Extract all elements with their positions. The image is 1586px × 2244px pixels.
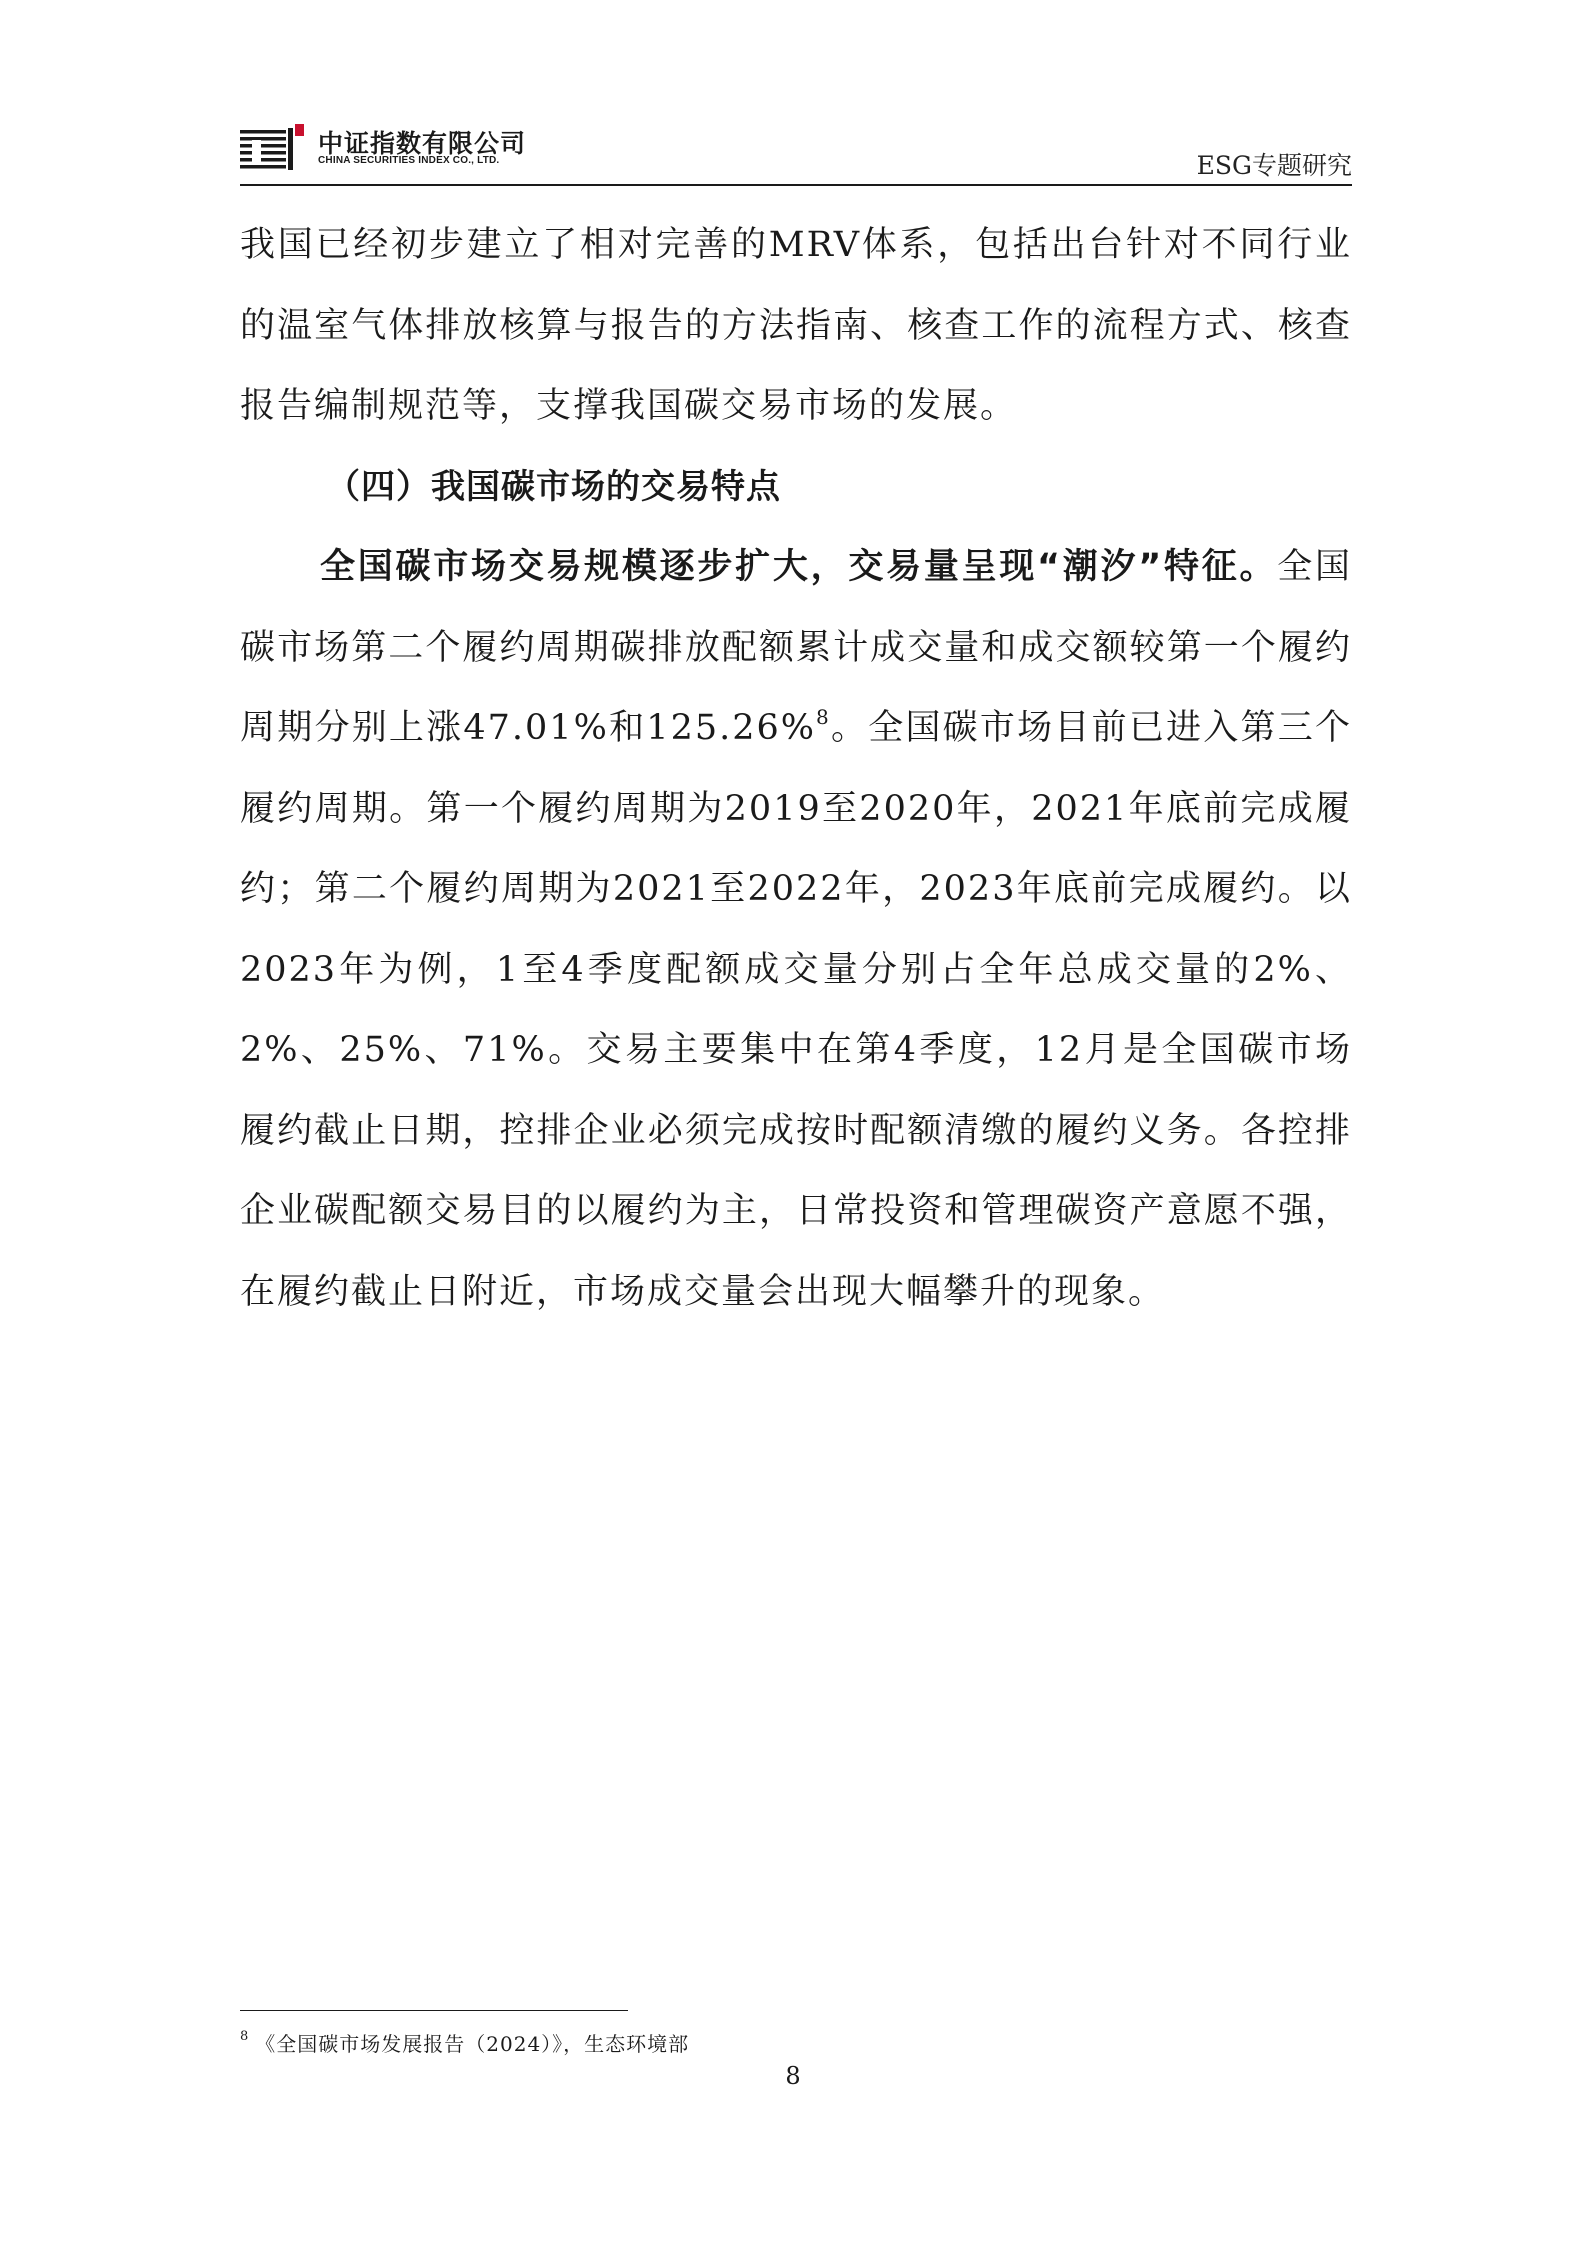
footnote-text: 《全国碳市场发展报告（2024）》，生态环境部 (255, 2032, 690, 2056)
main-content (240, 205, 1352, 1332)
company-name-en: CHINA SECURITIES INDEX CO., LTD. (318, 155, 500, 166)
body-paragraph-trading (240, 527, 1352, 1332)
footnote-number: 8 (240, 2029, 250, 2045)
document-title: ESG专题研究 (1196, 151, 1352, 180)
paragraph-text-part-a: 全国碳市场第二个履约周期碳排放配额累计成交量和成交额较第一个履约周期分别上涨47.01%和125.26% (240, 547, 1352, 748)
header-divider (240, 184, 1352, 186)
section-heading: （四）我国碳市场的交易特点 (326, 466, 781, 507)
page-header (240, 110, 1352, 186)
paragraph-lead-sentence: 全国碳市场交易规模逐步扩大，交易量呈现“潮汐”特征。 (320, 547, 1278, 587)
page-number: 8 (785, 2062, 801, 2090)
csi-logo-icon (240, 124, 304, 172)
company-logo (240, 124, 680, 172)
paragraph-text-part-b: 。全国碳市场目前已进入第三个履约周期。第一个履约周期为2019至2020年，2021年底前完成履约；第二个履约周期为2021至2022年，2023年底前完成履约。以2023年为例，1至4季度配额成交量分别占全年总成交量的2%、2%、25%、71%。交易主要集中在第4季度，12月是全国碳市场履约截止日期，控排企业必须完成按时配额清缴的履约义务。各控排企业碳配额交易目的以履约为主，日常投资和管理碳资产意愿不强，在履约截止日附近，市场成交量会出现大幅攀升的现象。 (240, 708, 1353, 1312)
footnote-reference[interactable]: 8 (816, 705, 831, 730)
footnote-divider (240, 2010, 628, 2011)
body-paragraph-mrv: 我国已经初步建立了相对完善的MRV体系，包括出台针对不同行业的温室气体排放核算与报告的方法指南、核查工作的流程方式、核查报告编制规范等，支撑我国碳交易市场的发展。 (240, 225, 1352, 426)
footnote (240, 2028, 689, 2057)
company-name-cn: 中证指数有限公司 (318, 129, 527, 158)
